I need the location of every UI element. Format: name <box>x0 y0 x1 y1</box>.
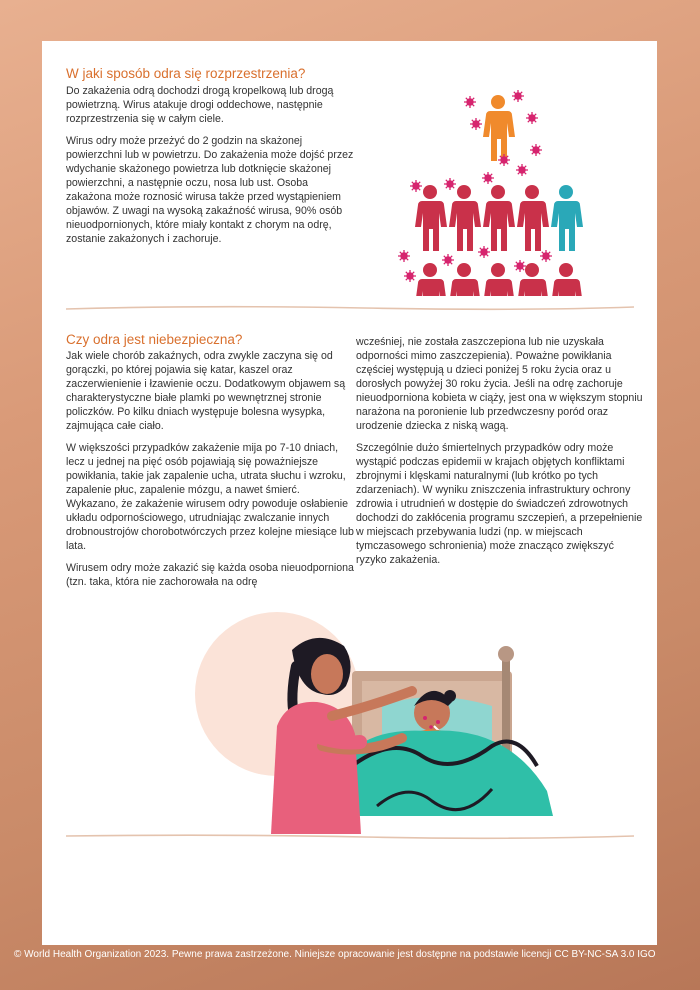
section1-paragraph: Do zakażenia odrą dochodzi drogą kropelkową lub drogą powietrzną. Wirus atakuje drogi oddechowe, następnie rozprzestrzenia się w całym ciele. <box>66 85 334 125</box>
section1-text <box>66 84 356 254</box>
section-divider <box>64 303 636 313</box>
section2-paragraph: wcześniej, nie została zaszczepiona lub nie uzyskała odporności mimo zaszczepienia). Poważne powikłania częściej występują u dzieci poniżej 5 roku życia oraz u dorosłych powyżej 30 roku życia. Jeśli na odrę zachoruje nieuodporniona kobieta w ciąży, jest ona w większym stopniu narażona na poronienie lub przedwczesny poród oraz urodzenie dziecka z niską wagą. <box>356 336 643 432</box>
section2-paragraph: Jak wiele chorób zakaźnych, odra zwykle zaczyna się od gorączki, po której pojawia się katar, kaszel oraz zaczerwienienie i łzawienie oczu. Dodatkowym objawem są charakterystyczne białe plamki po wewnętrznej stronie policzków. Po kilku dniach występuje bolesna wysypka, zajmująca całe ciało. <box>66 350 346 432</box>
section2-paragraph: W większości przypadków zakażenie mija po 7-10 dniach, lecz u jednej na pięć osób pojawiają się poważniejsze powikłania, takie jak zapalenie ucha, utrata słuchu i wzroku, zapalenie płuc, zapalenie mózgu, a nawet śmierć. Wykazano, że zakażenie wirusem odry powoduje osłabienie układu odpornościowego, utrudniając zwalczanie innych drobnoustrojów chorobotwórczych przez kolejne miesiące lub lata. <box>66 442 354 552</box>
section1-title: W jaki sposób odra się rozprzestrzenia? <box>66 66 306 81</box>
person-icon <box>483 95 515 161</box>
section1-paragraph: Wirus odry może przeżyć do 2 godzin na skażonej powierzchni lub w powietrzu. Do zakażenia może dojść przez wdychanie skażonego powietrza lub dotknięcie skażonej powierzchni, a następnie oczu, nosa lub ust. Osoba zakażona może roznosić wirusa także przed wystąpieniem objawów. Z uwagi na wysoką zakaźność wirusa, 90% osób nieuodpornionych, które miały kontakt z chorym na odrę, zostanie zakażonych i zachoruje. <box>66 135 354 245</box>
section2-right-column <box>356 335 646 575</box>
copyright-footer: © World Health Organization 2023. Pewne prawa zastrzeżone. Niniejsze opracowanie jest dostępne na podstawie licencji CC BY-NC-SA 3.0 IGO <box>14 949 656 960</box>
document-page <box>42 41 657 945</box>
section-divider <box>64 831 636 841</box>
section2-paragraph: Wirusem odry może zakazić się każda osoba nieuodporniona (tzn. taka, która nie zachorowała na odrę <box>66 562 354 588</box>
person-icon <box>551 185 583 251</box>
person-row-icon <box>415 185 549 251</box>
section2-title: Czy odra jest niebezpieczna? <box>66 332 243 347</box>
mother-caring-sick-child-icon <box>182 606 562 836</box>
person-row-icon <box>415 263 583 296</box>
section2-paragraph: Szczególnie dużo śmiertelnych przypadków odry może wystąpić podczas epidemii w krajach objętych konfliktami zbrojnymi i klęskami naturalnymi (lub krótko po tych zdarzeniach). W wyniku zniszczenia infrastruktury ochrony zdrowia i utrudnień w dostępie do świadczeń zdrowotnych dochodzi do zakłócenia programu szczepień, a przepełnienie w miejscach przebywania ludzi (np. w miejscach tymczasowego schronienia) może znacząco zwiększyć ryzyko zakażenia. <box>356 442 643 566</box>
people-infection-pyramid-icon <box>392 66 602 296</box>
section2-left-column <box>66 349 354 597</box>
